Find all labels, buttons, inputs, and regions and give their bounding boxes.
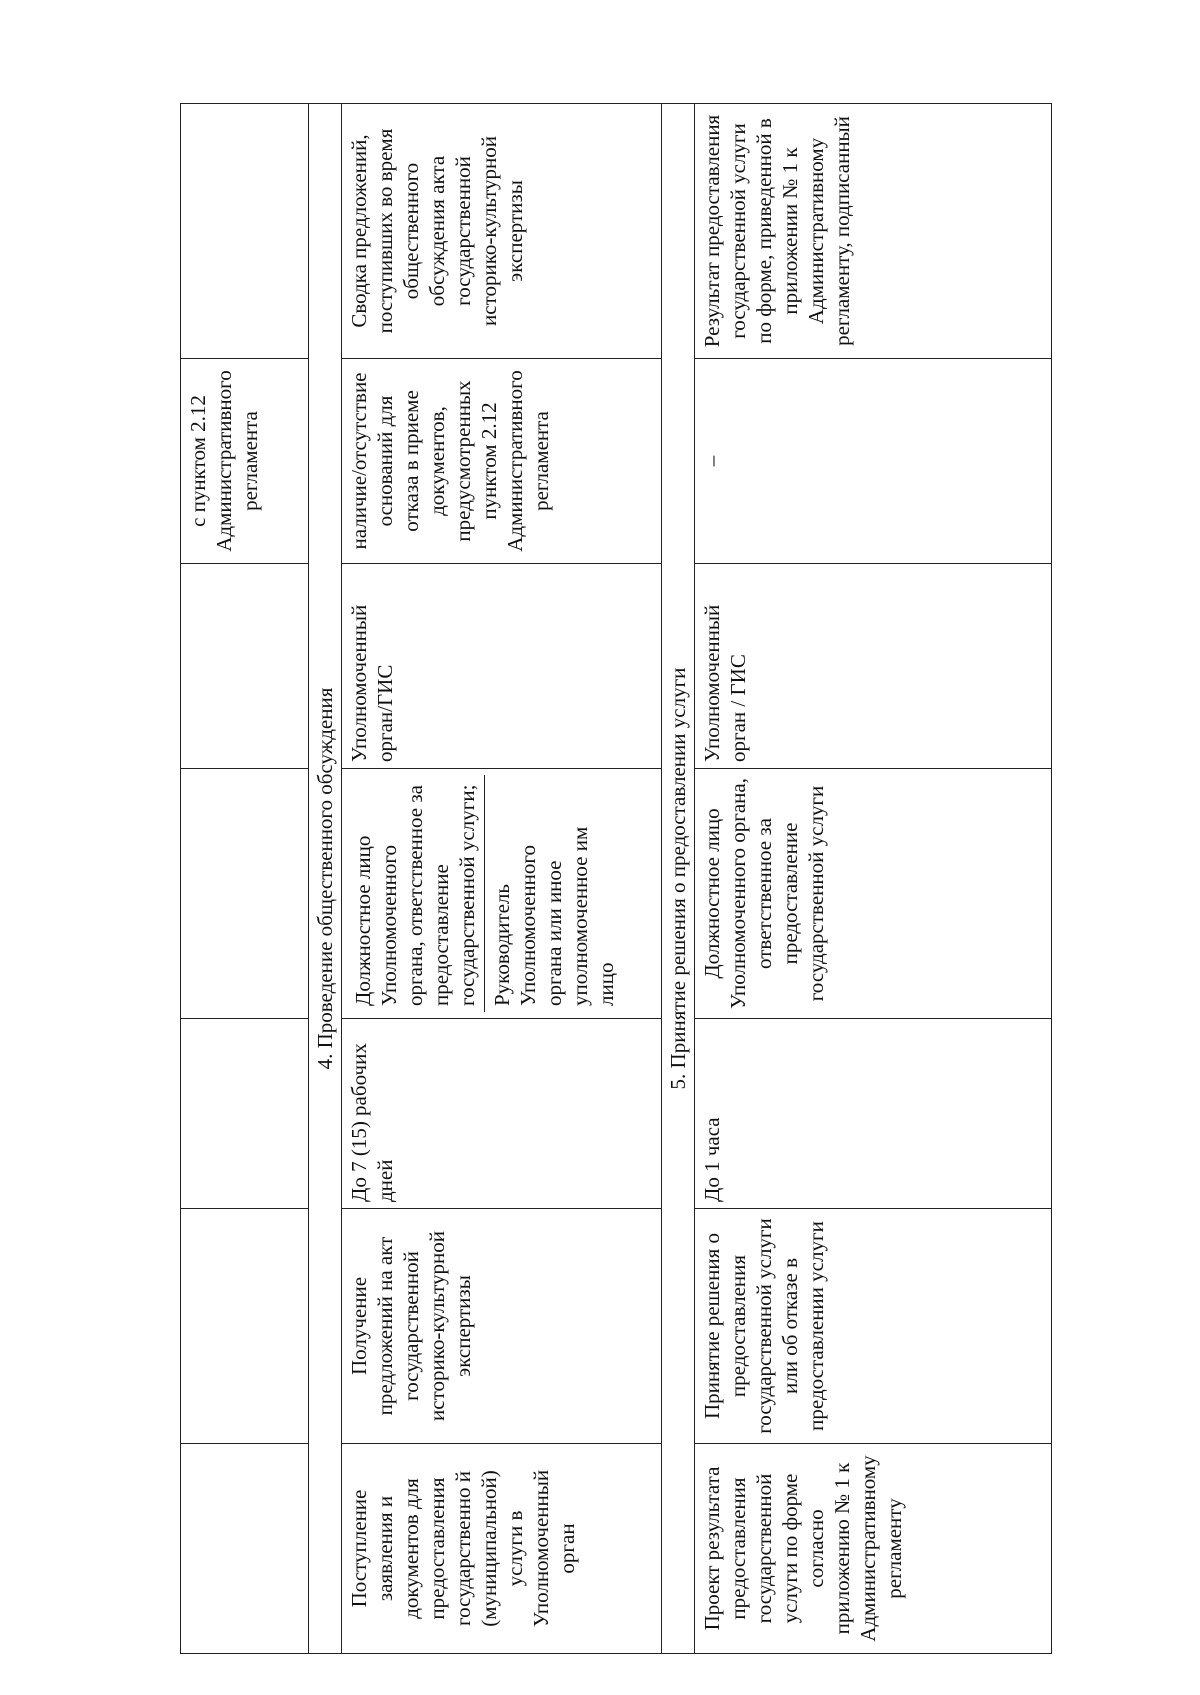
cell [181, 104, 309, 359]
cell-responsible [342, 769, 662, 1019]
section-header-row [309, 104, 342, 1654]
cell-article-ref: с пунктом 2.12 Административного регламента [181, 359, 309, 564]
responsible-head: Руководитель Уполномоченного органа или иное уполномоченное им лицо [484, 775, 623, 1012]
responsible-official: Должностное лицо Уполномоченного органа, ответственное за предоставление государственной услуги; [351, 784, 479, 1006]
cell-place: Уполномоченный орган/ГИС [342, 564, 662, 769]
cell-basis: Поступление заявления и документов для предоставления государственно й (муниципальной) услуги в Уполномоченный орган [342, 1444, 662, 1654]
cell-basis: Проект результата предоставления государственной услуги по форме согласно приложению № 1 к Административному регламенту [695, 1444, 1052, 1654]
cell-deadline: До 7 (15) рабочих дней [342, 1019, 662, 1209]
cell-criteria: – [695, 359, 1052, 564]
section-5-title: 5. Принятие решения о предоставлении услуги [662, 104, 695, 1654]
cell [181, 1444, 309, 1654]
cell-criteria: наличие/отсутствие оснований для отказа в приеме документов, предусмотренных пунктом 2.12 Административного регламента [342, 359, 662, 564]
cell-result: Результат предоставления государственной услуги по форме, приведенной в приложении № 1 к Административному регламенту, подписанный [695, 104, 1052, 359]
table-row [181, 104, 309, 1654]
cell [181, 1019, 309, 1209]
cell [181, 769, 309, 1019]
procedure-table [180, 103, 1052, 1654]
cell-action: Принятие решения о предоставления государственной услуги или об отказе в предоставлении услуги [695, 1209, 1052, 1444]
rotated-page [180, 104, 1052, 1654]
section-header-row [662, 104, 695, 1654]
table-row [342, 104, 662, 1654]
cell-deadline: До 1 часа [695, 1019, 1052, 1209]
cell-result: Сводка предложений, поступивших во время общественного обсуждения акта государственной историко-культурной экспертизы [342, 104, 662, 359]
cell-place: Уполномоченный орган / ГИС [695, 564, 1052, 769]
section-4-title: 4. Проведение общественного обсуждения [309, 104, 342, 1654]
cell-action: Получение предложений на акт государственной историко-культурной экспертизы [342, 1209, 662, 1444]
cell [181, 564, 309, 769]
cell [181, 1209, 309, 1444]
table-row [695, 104, 1052, 1654]
cell-responsible: Должностное лицо Уполномоченного органа, ответственное за предоставление государственной услуги [695, 769, 1052, 1019]
